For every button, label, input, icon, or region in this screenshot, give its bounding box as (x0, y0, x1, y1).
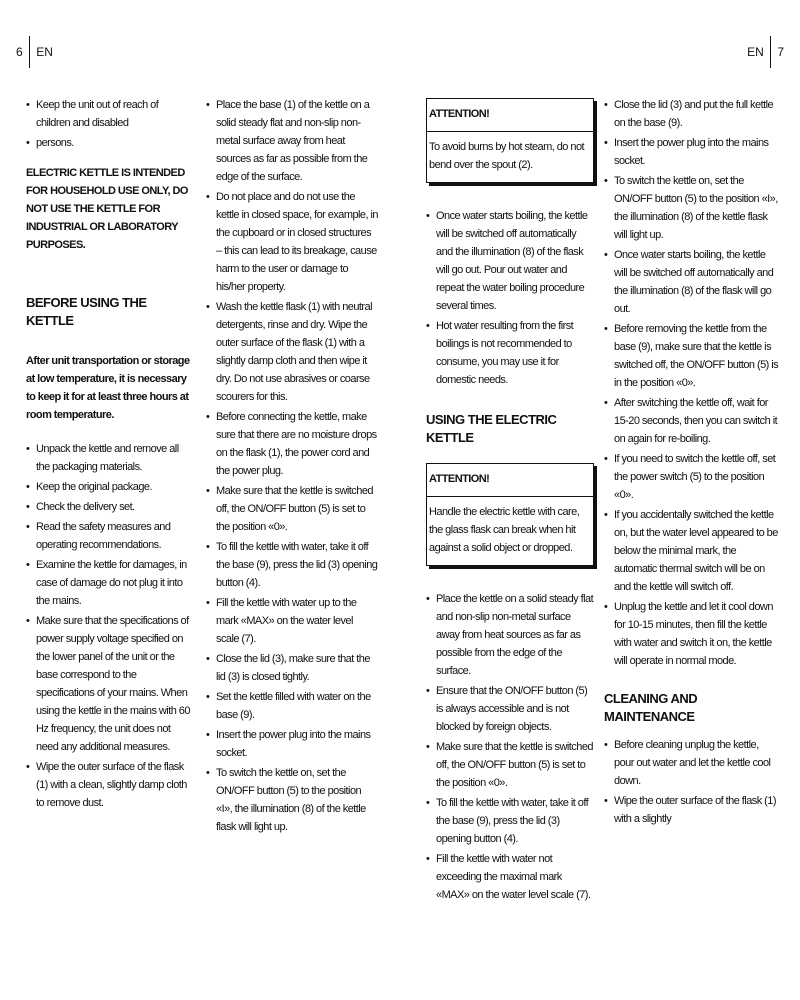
list-item: • Make sure that the kettle is switched off, the ON/OFF button (5) is set to the position «0». (206, 482, 378, 536)
list-item: • To fill the kettle with water, take it off the base (9), press the lid (3) opening button (4). (426, 794, 594, 848)
bullet-list (26, 440, 194, 812)
list-item: • After switching the kettle off, wait for 15-20 seconds, then you can switch it on again for re-boiling. (604, 394, 780, 448)
list-item: • If you accidentally switched the kettle on, but the water level appeared to be below the minimal mark, the automatic thermal switch will be on and the kettle will switch off. (604, 506, 780, 596)
left-language-code: EN (36, 45, 53, 59)
list-item: • Insert the power plug into the mains socket. (604, 134, 780, 170)
bullet-list (206, 96, 378, 836)
right-page-number: 7 (777, 45, 784, 59)
list-item: • Close the lid (3) and put the full kettle on the base (9). (604, 96, 780, 132)
attention-box (426, 98, 594, 183)
header-divider (29, 36, 31, 68)
header-divider (770, 36, 772, 68)
left-page-number: 6 (16, 45, 23, 59)
column-4 (604, 96, 780, 830)
list-item: • persons. (26, 134, 194, 152)
list-item: • Check the delivery set. (26, 498, 194, 516)
list-item: • Before removing the kettle from the base (9), make sure that the kettle is switched off, the ON/OFF button (5) is in the position «0». (604, 320, 780, 392)
list-item: • Place the base (1) of the kettle on a solid steady flat and non-slip non-metal surface away from heat sources as far as possible from the edge of the surface. (206, 96, 378, 186)
bullet-list (604, 736, 780, 828)
storage-warning: After unit transportation or storage at low temperature, it is necessary to keep it for at least three hours at room temperature. (26, 355, 190, 421)
list-item: • Make sure that the kettle is switched off, the ON/OFF button (5) is set to the position «0». (426, 738, 594, 792)
list-item: • Ensure that the ON/OFF button (5) is always accessible and is not blocked by foreign objects. (426, 682, 594, 736)
list-item: • Set the kettle filled with water on the base (9). (206, 688, 378, 724)
list-item: • Insert the power plug into the mains socket. (206, 726, 378, 762)
list-item: • Make sure that the specifications of power supply voltage specified on the lower panel of the unit or the base correspond to the specifications of your mains. When using the kettle in the mains with 60 Hz frequency, the unit does not need any additional measures. (26, 612, 194, 756)
column-2 (206, 96, 378, 838)
list-item: • To switch the kettle on, set the ON/OFF button (5) to the position «I», the illumination (8) of the kettle flask will light up. (206, 764, 378, 836)
list-item: • Unpack the kettle and remove all the packaging materials. (26, 440, 194, 476)
list-item: • Wash the kettle flask (1) with neutral detergents, rinse and dry. Wipe the outer surface of the flask (1) with a slightly damp cloth and then wipe it dry. Do not use abrasives or coarse scourers for this. (206, 298, 378, 406)
right-language-code: EN (747, 45, 764, 59)
bullet-list (426, 207, 594, 389)
list-item: • To fill the kettle with water, take it off the base (9), press the lid (3) opening button (4). (206, 538, 378, 592)
list-item: • Hot water resulting from the first boilings is not recommended to consume, you may use it for domestic needs. (426, 317, 594, 389)
list-item: • Wipe the outer surface of the flask (1) with a slightly (604, 792, 780, 828)
list-item: • Close the lid (3), make sure that the lid (3) is closed tightly. (206, 650, 378, 686)
attention-title: ATTENTION! (427, 99, 593, 132)
list-item: • Before connecting the kettle, make sure that there are no moisture drops on the flask (1), the power cord and the power plug. (206, 408, 378, 480)
attention-title: ATTENTION! (427, 464, 593, 497)
list-item: • Wipe the outer surface of the flask (1) with a clean, slightly damp cloth to remove dust. (26, 758, 194, 812)
list-item: • Read the safety measures and operating recommendations. (26, 518, 194, 554)
list-item: • If you need to switch the kettle off, set the power switch (5) to the position «0». (604, 450, 780, 504)
list-item: • Once water starts boiling, the kettle will be switched off automatically and the illumination (8) of the flask will go out. Pour out water and repeat the water boiling procedure several times. (426, 207, 594, 315)
list-item: • Keep the unit out of reach of children and disabled (26, 96, 194, 132)
list-item: • Keep the original package. (26, 478, 194, 496)
attention-text: To avoid burns by hot steam, do not bend over the spout (2). (429, 141, 585, 171)
list-item: • Once water starts boiling, the kettle will be switched off automatically and the illumination (8) of the flask will go out. (604, 246, 780, 318)
list-item: • Examine the kettle for damages, in case of damage do not plug it into the mains. (26, 556, 194, 610)
attention-text: Handle the electric kettle with care, the glass flask can break when hit against a solid object or dropped. (429, 506, 580, 554)
bullet-list (426, 590, 594, 904)
attention-box (426, 463, 594, 566)
column-1 (26, 96, 194, 814)
list-item: • Unplug the kettle and let it cool down for 10-15 minutes, then fill the kettle with water and switch it on, the kettle will operate in normal mode. (604, 598, 780, 670)
list-item: • Fill the kettle with water not exceeding the maximal mark «MAX» on the water level scale (7). (426, 850, 594, 904)
list-item: • Before cleaning unplug the kettle, pour out water and let the kettle cool down. (604, 736, 780, 790)
section-heading: USING THE ELECTRIC KETTLE (426, 412, 557, 445)
section-heading: CLEANING AND MAINTENANCE (604, 691, 698, 724)
list-item: • To switch the kettle on, set the ON/OFF button (5) to the position «I», the illumination (8) of the kettle flask will light up. (604, 172, 780, 244)
list-item: • Place the kettle on a solid steady flat and non-slip non-metal surface away from heat sources as far as possible from the edge of the surface. (426, 590, 594, 680)
list-item: • Fill the kettle with water up to the mark «MAX» on the water level scale (7). (206, 594, 378, 648)
column-3 (426, 96, 594, 906)
right-page-header (747, 36, 784, 68)
list-item: • Do not place and do not use the kettle in closed space, for example, in the cupboard or in closed structures – this can lead to its breakage, cause harm to the user or damage to his/her property. (206, 188, 378, 296)
bullet-list (26, 96, 194, 152)
section-heading: BEFORE USING THE KETTLE (26, 295, 147, 328)
household-use-notice: ELECTRIC KETTLE IS INTENDED FOR HOUSEHOLD USE ONLY, DO NOT USE THE KETTLE FOR INDUSTRIAL OR LABORATORY PURPOSES. (26, 167, 188, 251)
left-page-header (16, 36, 53, 68)
bullet-list (604, 96, 780, 670)
